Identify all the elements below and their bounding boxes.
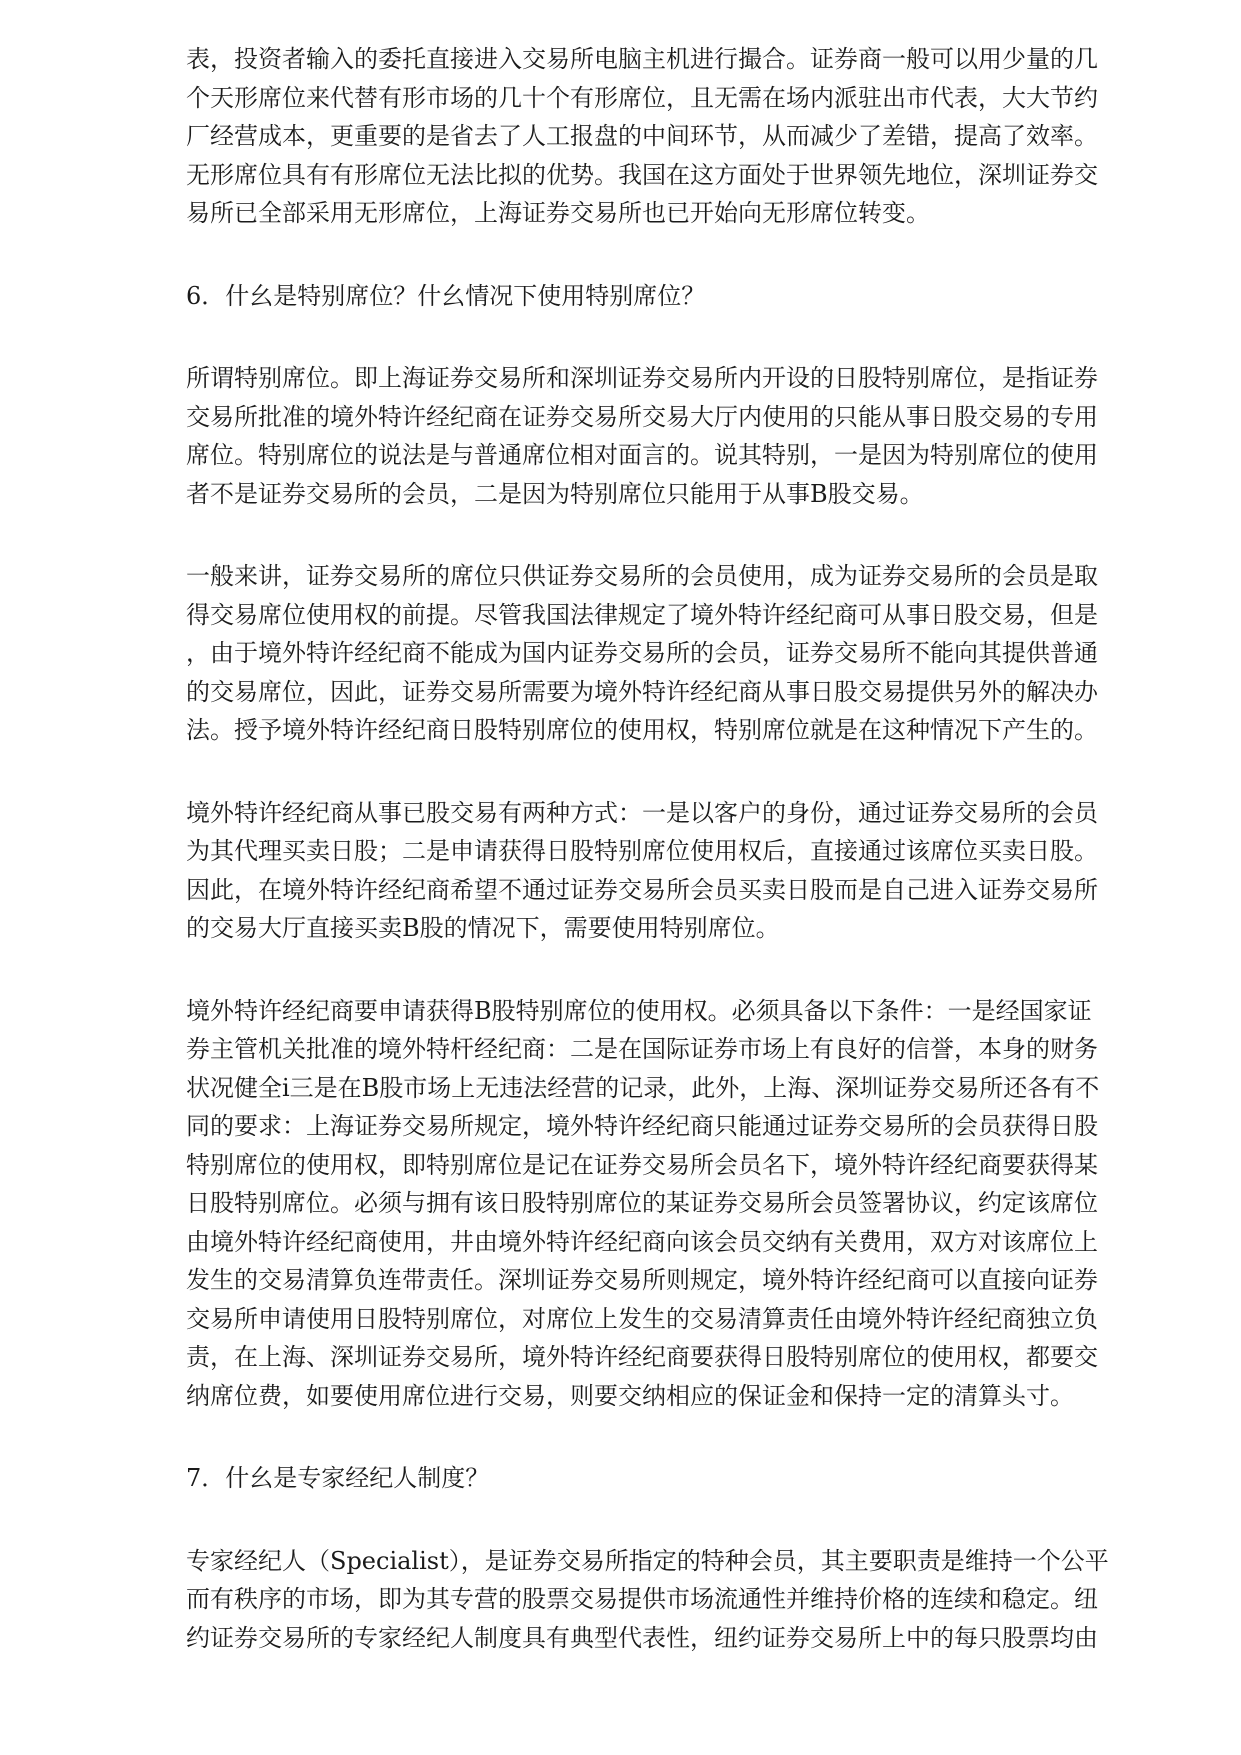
text-line: 约证券交易所的专家经纪人制度具有典型代表性，纽约证券交易所上中的每只股票均由 — [186, 1623, 1098, 1652]
paragraph-seat-usage-rights — [186, 557, 1136, 750]
question-heading-6 — [186, 277, 1136, 316]
text-line: 境外特许经纪商从事已股交易有两种方式：一是以客户的身份，通过证券交易所的会员 — [186, 798, 1098, 827]
text-line: ，由于境外特许经纪商不能成为国内证券交易所的会员，证券交易所不能向其提供普通 — [186, 639, 1098, 667]
text-line: 状况健全i三是在B股市场上无违法经营的记录，此外，上海、深圳证券交易所还各有不 — [186, 1073, 1100, 1102]
text-line: 日股特别席位。必须与拥有该日股特别席位的某证券交易所会员签署协议，约定该席位 — [186, 1189, 1098, 1217]
text-line: 责，在上海、深圳证券交易所，境外特许经纪商要获得日股特别席位的使用权，都要交 — [186, 1343, 1098, 1371]
text-line: 纳席位费，如要使用席位进行交易，则要交纳相应的保证金和保持一定的清算头寸。 — [186, 1381, 1074, 1410]
text-line: 无形席位具有有形席位无法比拟的优势。我国在这方面处于世界领先地位，深圳证券交 — [186, 160, 1098, 189]
text-line: 特别席位的使用权，即特别席位是记在证券交易所会员名下，境外特许经纪商要获得某 — [186, 1150, 1098, 1179]
text-line: 的交易大厅直接买卖B股的情况下，需要使用特别席位。 — [186, 914, 780, 942]
text-line: 券主管机关批准的境外特杆经纪商：二是在国际证券市场上有良好的信誉，本身的财务 — [186, 1035, 1098, 1063]
text-line: 因此，在境外特许经纪商希望不通过证券交易所会员买卖日股而是自己进入证券交易所 — [186, 875, 1098, 904]
text-line: 得交易席位使用权的前提。尽管我国法律规定了境外特许经纪商可从事日股交易，但是 — [186, 600, 1098, 629]
text-line: 为其代理买卖日股；二是申请获得日股特别席位使用权后，直接通过该席位买卖日股。 — [186, 837, 1098, 865]
paragraph-application-conditions — [186, 992, 1136, 1416]
text-line: 而有秩序的市场，即为其专营的股票交易提供市场流通性并维持价格的连续和稳定。纽 — [186, 1585, 1098, 1613]
text-line: 所谓特别席位。即上海证券交易所和深圳证券交易所内开设的日股特别席位，是指证券 — [186, 364, 1098, 392]
text-line: 厂经营成本，更重要的是省去了人工报盘的中间环节，从而减少了差错，提高了效率。 — [186, 122, 1098, 150]
text-line: 由境外特许经纪商使用，井由境外特许经纪商向该会员交纳有关费用，双方对该席位上 — [186, 1227, 1098, 1256]
text-line: 一般来讲，证券交易所的席位只供证券交易所的会员使用，成为证券交易所的会员是取 — [186, 562, 1098, 590]
paragraph-special-seat-definition — [186, 359, 1136, 513]
text-line: 交易所申请使用日股特别席位，对席位上发生的交易清算责任由境外特许经纪商独立负 — [186, 1304, 1098, 1333]
paragraph-specialist — [186, 1542, 1136, 1658]
text-line: 法。授予境外特许经纪商日股特别席位的使用权，特别席位就是在这种情况下产生的。 — [186, 716, 1098, 744]
question-text: 6．什幺是特别席位？什幺情况下使用特别席位？ — [186, 281, 706, 310]
text-line: 同的要求：上海证券交易所规定，境外特许经纪商只能通过证券交易所的会员获得日股 — [186, 1112, 1098, 1140]
text-line: 交易所批准的境外特许经纪商在证券交易所交易大厅内使用的只能从事日股交易的专用 — [186, 402, 1098, 431]
text-line: 个天形席位来代替有形市场的几十个有形席位，且无需在场内派驻出市代表，大大节约 — [186, 83, 1098, 112]
question-heading-7 — [186, 1459, 1136, 1498]
text-line: 席位。特别席位的说法是与普通席位相对面言的。说其特别，一是因为特别席位的使用 — [186, 441, 1098, 469]
text-line: 表，投资者输入的委托直接进入交易所电脑主机进行撮合。证券商一般可以用少量的几 — [186, 45, 1098, 73]
question-text: 7．什幺是专家经纪人制度？ — [186, 1464, 490, 1492]
text-line: 发生的交易清算负连带责任。深圳证券交易所则规定，境外特许经纪商可以直接向证券 — [186, 1266, 1098, 1294]
text-line: 专家经纪人（Specialist），是证券交易所指定的特种会员，其主要职责是维持一个公平 — [186, 1546, 1109, 1575]
text-line: 易所已全部采用无形席位，上海证券交易所也已开始向无形席位转变。 — [186, 199, 930, 227]
paragraph-virtual-seats — [186, 40, 1136, 233]
text-line: 的交易席位，因此，证券交易所需要为境外特许经纪商从事日股交易提供另外的解决办 — [186, 677, 1098, 706]
text-line: 境外特许经纪商要申请获得B股特别席位的使用权。必须具备以下条件：一是经国家证 — [186, 996, 1092, 1025]
text-line: 者不是证券交易所的会员，二是因为特别席位只能用于从事B股交易。 — [186, 479, 924, 508]
paragraph-trading-methods — [186, 794, 1136, 948]
